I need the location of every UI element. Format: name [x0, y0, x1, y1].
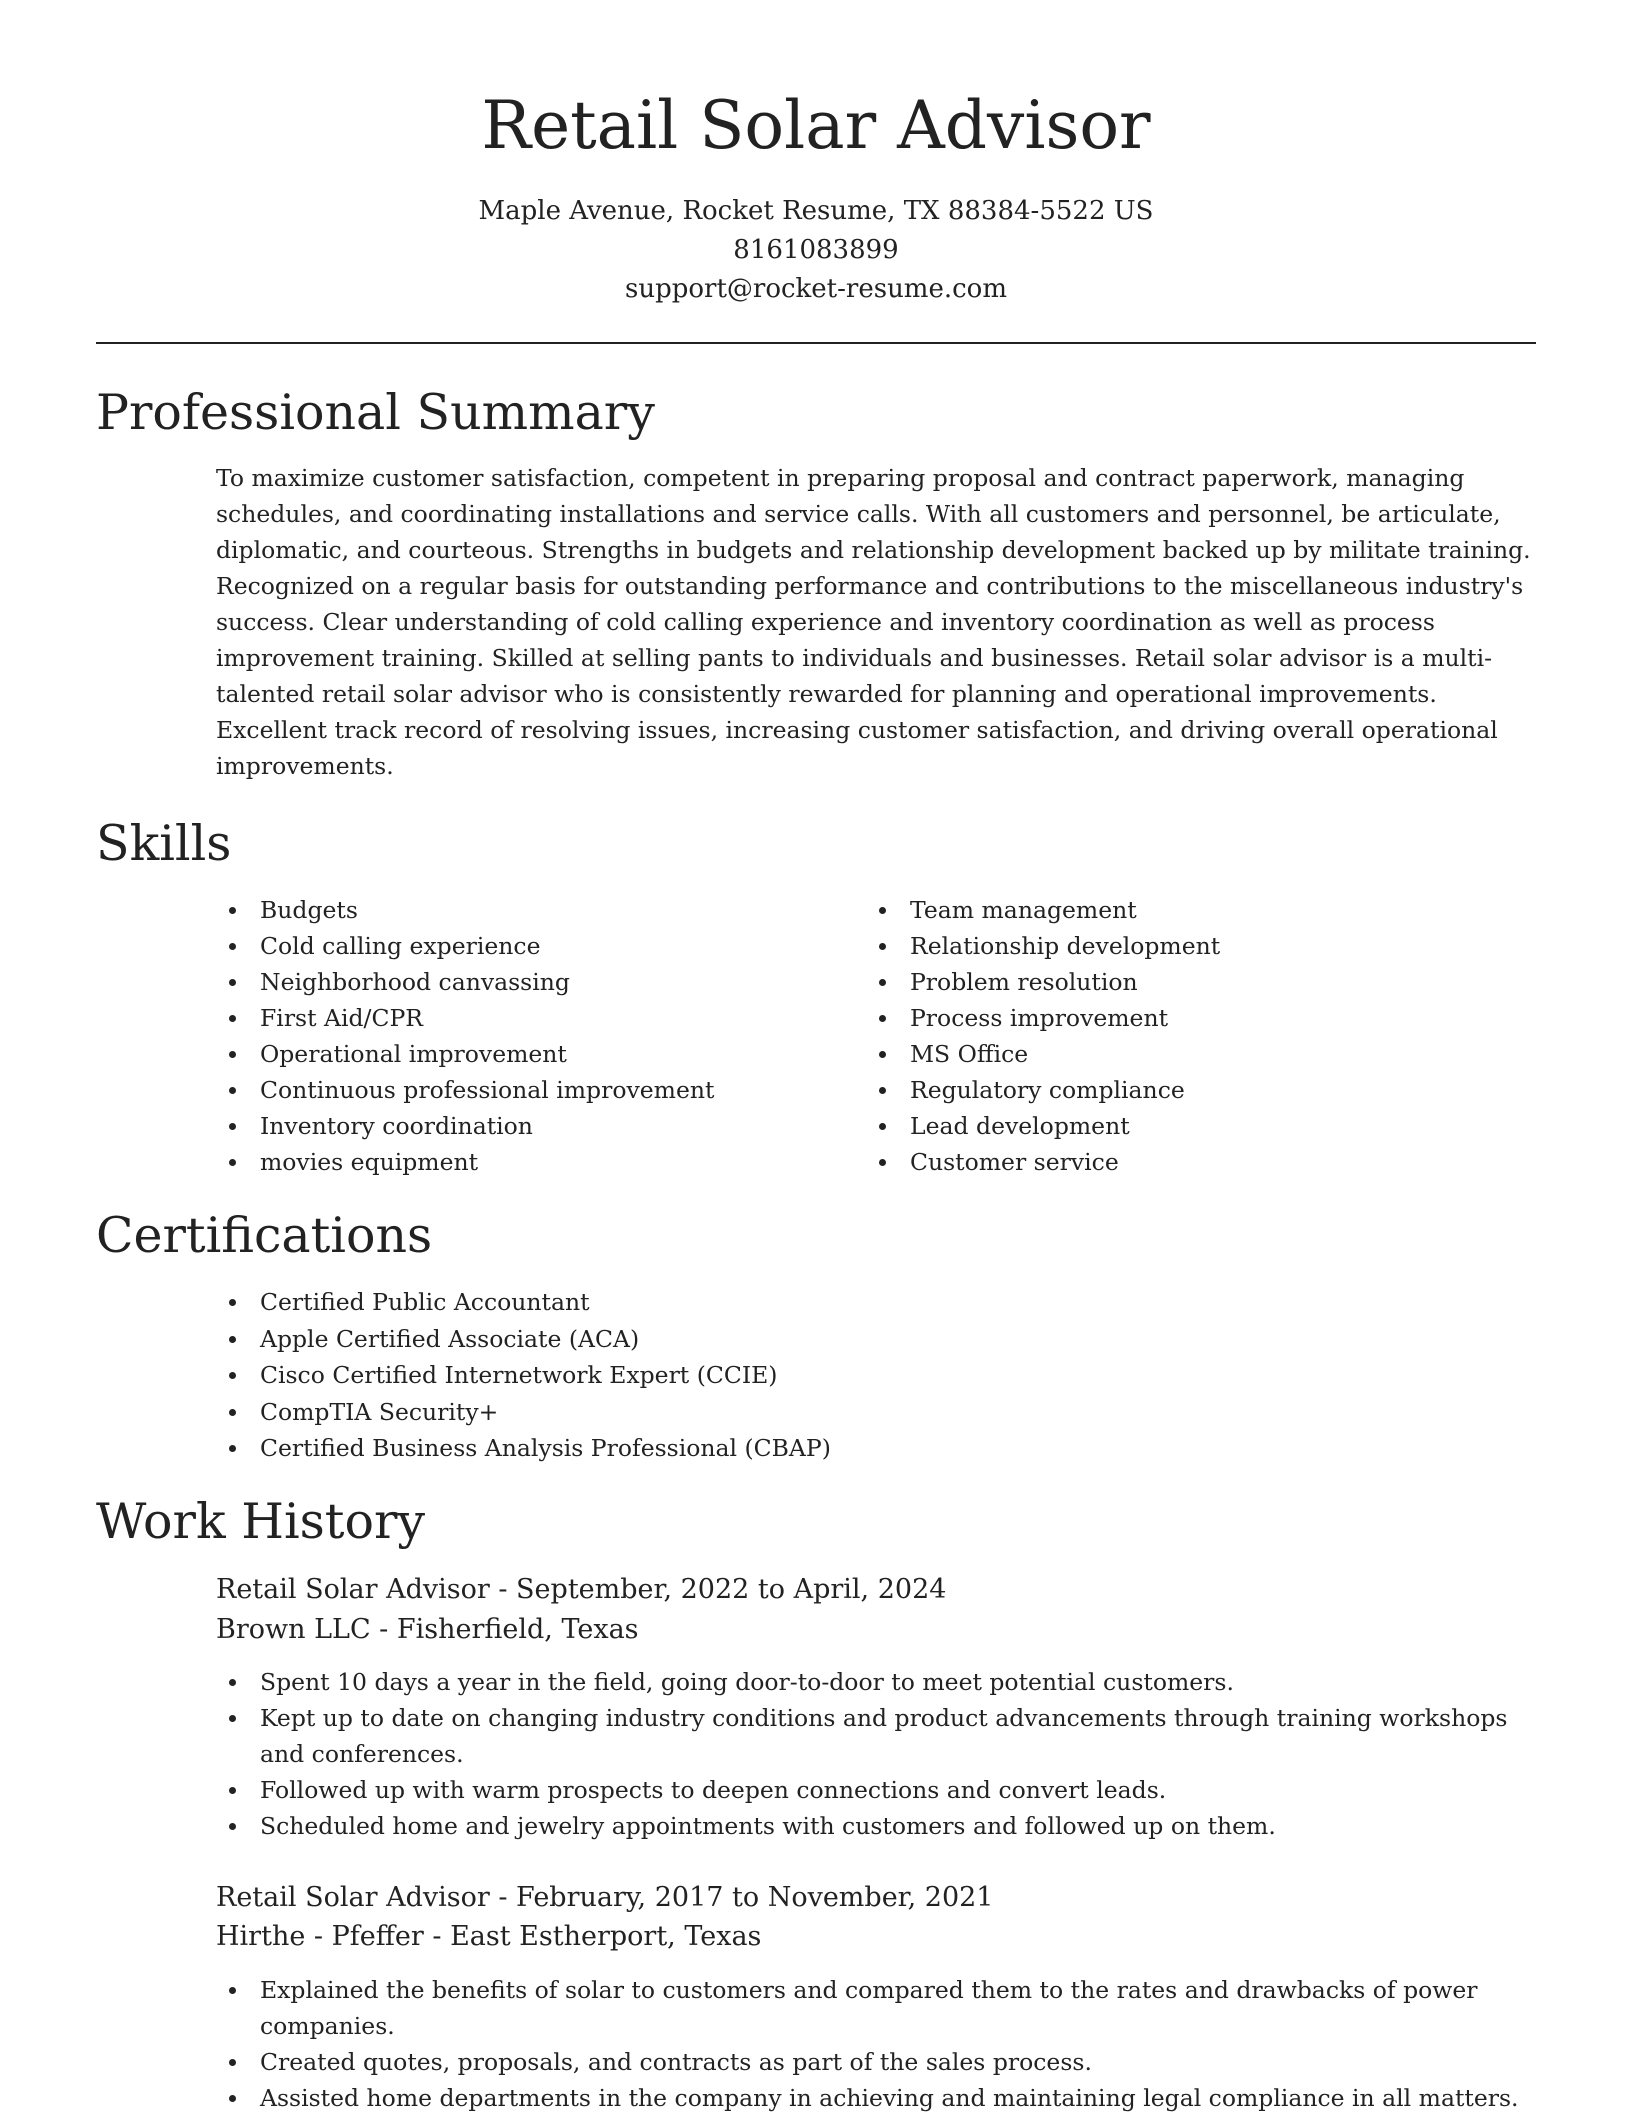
skill-item: Lead development: [866, 1108, 1486, 1144]
job-title-line: Retail Solar Advisor - February, 2017 to November, 2021: [216, 1882, 994, 1913]
job-bullet: Followed up with warm prospects to deepen connections and convert leads.: [216, 1772, 1536, 1808]
skills-list-right: [866, 892, 1486, 1180]
job-bullet-list: [216, 1664, 1536, 1844]
job-bullet: Explained the benefits of solar to customers and compared them to the rates and drawbacks of power companies.: [216, 1972, 1536, 2044]
skill-item: Relationship development: [866, 928, 1486, 964]
skill-item: Customer service: [866, 1144, 1486, 1180]
skill-item: Process improvement: [866, 1000, 1486, 1036]
section-heading-work-history: Work History: [96, 1493, 426, 1550]
certification-item: CompTIA Security+: [216, 1394, 1416, 1431]
section-heading-certifications: Certifications: [96, 1207, 433, 1264]
contact-address: Maple Avenue, Rocket Resume, TX 88384-5522 US: [478, 196, 1154, 226]
skill-item: MS Office: [866, 1036, 1486, 1072]
skill-item: Problem resolution: [866, 964, 1486, 1000]
certification-item: Certified Public Accountant: [216, 1284, 1416, 1321]
skills-list-left: [216, 892, 836, 1180]
certification-item: Cisco Certified Internetwork Expert (CCIE): [216, 1357, 1416, 1394]
contact-phone: 8161083899: [733, 235, 899, 265]
summary-text: To maximize customer satisfaction, competent in preparing proposal and contract paperwork, managing schedules, and coordinating installations and service calls. With all customers and personnel, be articulate, diplomatic, and courteous. Strengths in budgets and relationship development backed up by militate training. Recognized on a regular basis for outstanding performance and contributions to the miscellaneous industry's success. Clear understanding of cold calling experience and inventory coordination as well as process improvement training. Skilled at selling pants to individuals and businesses. Retail solar advisor is a multi-talented retail solar advisor who is consistently rewarded for planning and operational improvements. Excellent track record of resolving issues, increasing customer satisfaction, and driving overall operational improvements.: [216, 464, 1531, 780]
certification-item: Apple Certified Associate (ACA): [216, 1321, 1416, 1358]
contact-info: [0, 192, 1632, 309]
job-title-line: Retail Solar Advisor - September, 2022 to April, 2024: [216, 1574, 947, 1605]
job-bullet: Created quotes, proposals, and contracts as part of the sales process.: [216, 2044, 1536, 2080]
skill-item: Operational improvement: [216, 1036, 836, 1072]
skill-item: Cold calling experience: [216, 928, 836, 964]
skill-item: Inventory coordination: [216, 1108, 836, 1144]
job-bullet: Spent 10 days a year in the field, going door-to-door to meet potential customers.: [216, 1664, 1536, 1700]
skill-item: Continuous professional improvement: [216, 1072, 836, 1108]
header-divider: [96, 342, 1536, 344]
section-heading-skills: Skills: [96, 815, 232, 872]
job-company-line: Brown LLC - Fisherfield, Texas: [216, 1614, 639, 1645]
skill-item: First Aid/CPR: [216, 1000, 836, 1036]
section-heading-summary: Professional Summary: [96, 384, 655, 441]
job-bullet: Kept up to date on changing industry conditions and product advancements through training workshops and conferences.: [216, 1700, 1536, 1772]
job-bullet-list: [216, 1972, 1536, 2116]
skill-item: Neighborhood canvassing: [216, 964, 836, 1000]
certification-item: Certified Business Analysis Professional (CBAP): [216, 1430, 1416, 1467]
skill-item: movies equipment: [216, 1144, 836, 1180]
resume-name: Retail Solar Advisor: [481, 87, 1151, 164]
job-bullet: Assisted home departments in the company in achieving and maintaining legal compliance in all matters.: [216, 2080, 1536, 2116]
skill-item: Regulatory compliance: [866, 1072, 1486, 1108]
job-bullet: Scheduled home and jewelry appointments with customers and followed up on them.: [216, 1808, 1536, 1844]
skill-item: Budgets: [216, 892, 836, 928]
certifications-list: [216, 1284, 1416, 1467]
skill-item: Team management: [866, 892, 1486, 928]
job-company-line: Hirthe - Pfeffer - East Estherport, Texas: [216, 1921, 762, 1952]
contact-email: support@rocket-resume.com: [624, 274, 1007, 304]
